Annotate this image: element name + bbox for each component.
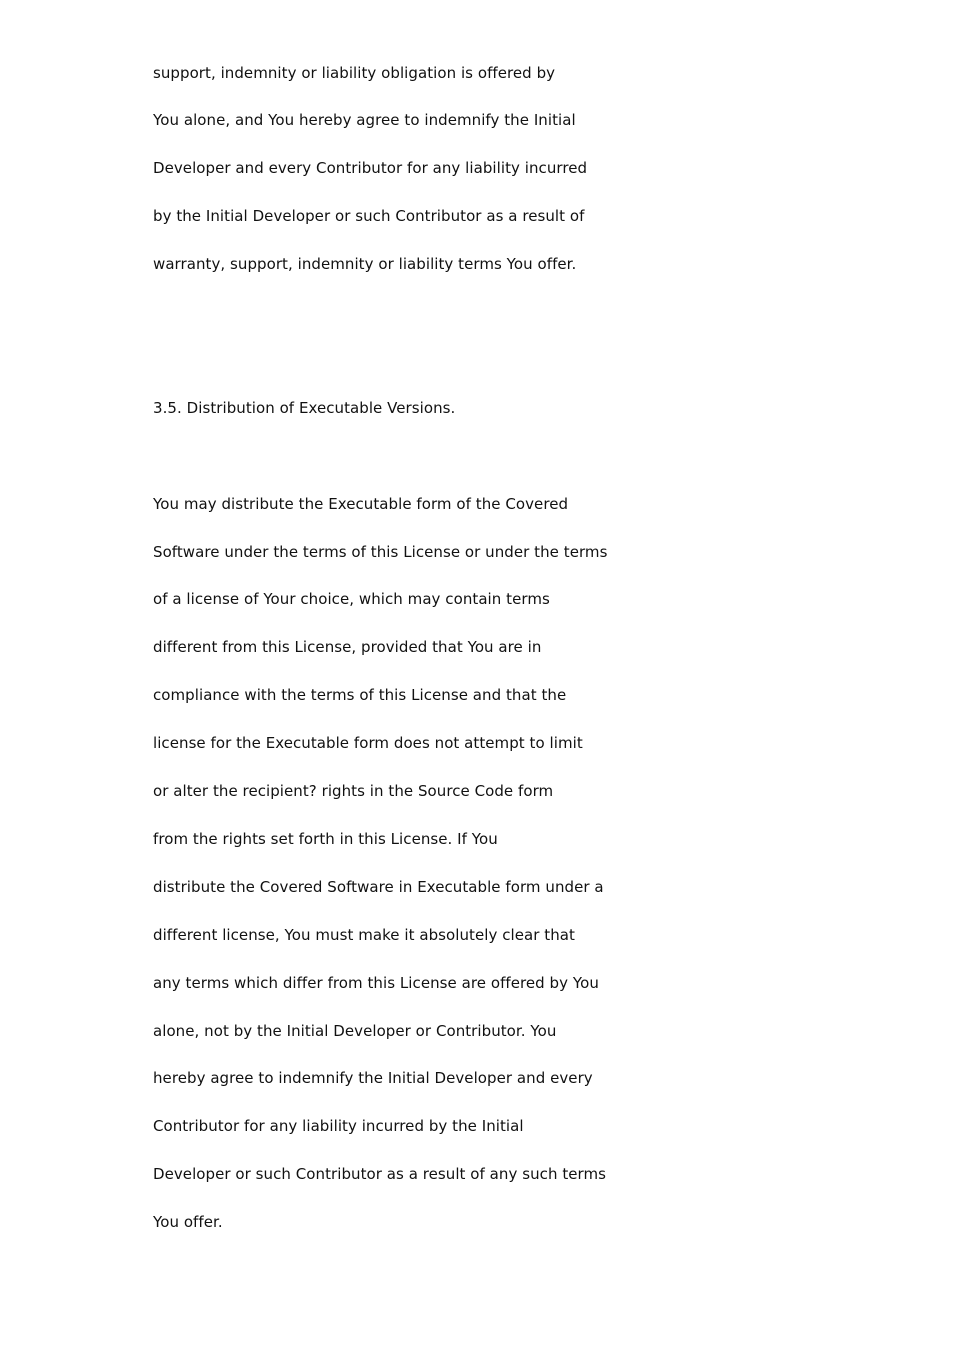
section-line-12: alone, not by the Initial Developer or Contributor. You [153, 1022, 557, 1040]
intro-line-4: by the Initial Developer or such Contributor as a result of [153, 207, 585, 225]
intro-line-5: warranty, support, indemnity or liability terms You offer. [153, 255, 577, 273]
section-line-13: hereby agree to indemnify the Initial Developer and every [153, 1069, 593, 1087]
section-line-11: any terms which differ from this License are offered by You [153, 974, 599, 992]
section-line-10: different license, You must make it absolutely clear that [153, 926, 575, 944]
section-line-8: from the rights set forth in this License. If You [153, 830, 498, 848]
section-line-1: You may distribute the Executable form of the Covered [153, 495, 569, 513]
intro-line-3: Developer and every Contributor for any liability incurred [153, 159, 588, 177]
section-line-15: Developer or such Contributor as a result of any such terms [153, 1165, 607, 1183]
section-line-16: You offer. [153, 1213, 223, 1231]
intro-line-1: support, indemnity or liability obligation is offered by [153, 64, 556, 82]
section-line-6: license for the Executable form does not attempt to limit [153, 734, 583, 752]
section-line-2: Software under the terms of this License or under the terms [153, 543, 608, 561]
section-line-5: compliance with the terms of this License and that the [153, 686, 567, 704]
section-heading: 3.5. Distribution of Executable Versions. [153, 399, 456, 417]
section-line-4: different from this License, provided that You are in [153, 638, 542, 656]
intro-line-2: You alone, and You hereby agree to indemnify the Initial [153, 111, 576, 129]
section-line-9: distribute the Covered Software in Executable form under a [153, 878, 604, 896]
section-line-7: or alter the recipient? rights in the Source Code form [153, 782, 554, 800]
section-line-3: of a license of Your choice, which may contain terms [153, 590, 550, 608]
section-line-14: Contributor for any liability incurred by the Initial [153, 1117, 524, 1135]
